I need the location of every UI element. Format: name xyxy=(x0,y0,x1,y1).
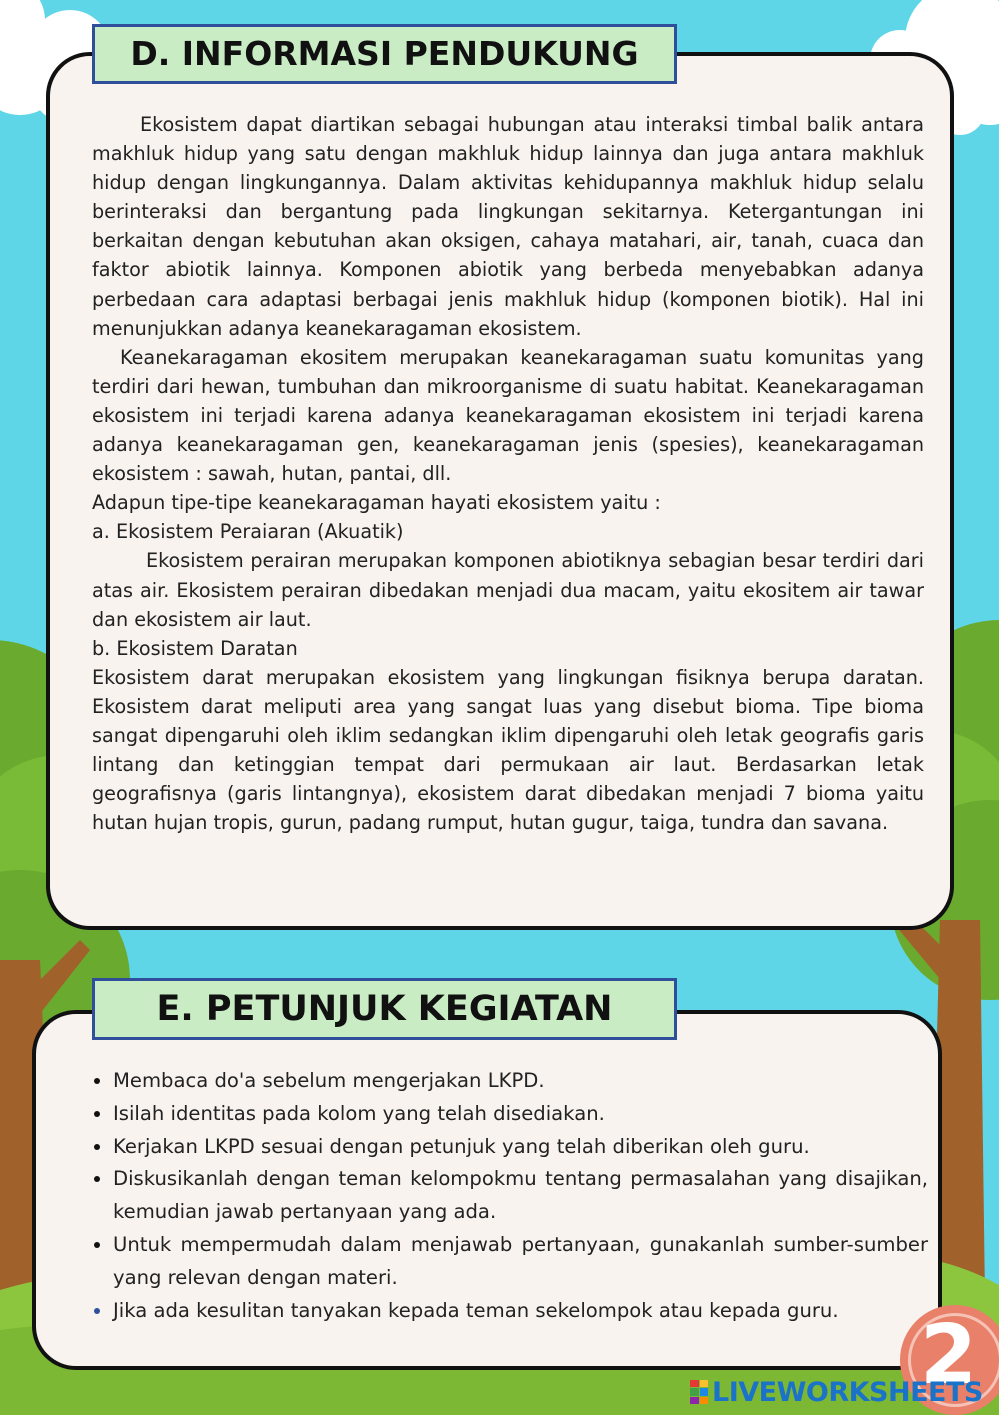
page-number: 2 xyxy=(920,1308,978,1403)
instructions-list xyxy=(90,1065,928,1327)
liveworksheets-logo-icon xyxy=(690,1380,708,1404)
list-item: • Jika ada kesulitan tanyakan kepada teman sekelompok atau kepada guru. xyxy=(113,1295,928,1328)
paragraph: Adapun tipe-tipe keanekaragaman hayati ekosistem yaitu : xyxy=(92,491,661,515)
list-item: • Membaca do'a sebelum mengerjakan LKPD. xyxy=(113,1065,928,1098)
section-e-title: E. PETUNJUK KEGIATAN xyxy=(92,978,677,1040)
paragraph: Ekosistem dapat diartikan sebagai hubungan atau interaksi timbal balik antara makhluk hidup yang satu dengan makhluk hidup lainnya dan juga antara makhluk hidup dengan lingkungannya. Dalam aktivitas kehidupannya makhluk hidup selalu berinteraksi dan bergantung pada lingkungan sekitarnya. Ketergantungan ini berkaitan dengan kebutuhan akan oksigen, cahaya matahari, air, tanah, cuaca dan faktor abiotik lainnya. Komponen abiotik yang berbeda menyebabkan adanya perbedaan cara adaptasi berbagai jenis makhluk hidup (komponen biotik). Hal ini menunjukkan adanya keanekaragaman ekosistem. xyxy=(92,113,924,340)
paragraph: Ekosistem perairan merupakan komponen abiotiknya sebagian besar terdiri dari atas air. Ekosistem perairan dibedakan menjadi dua macam, yaitu ekositem air tawar dan ekosistem air laut. xyxy=(92,549,924,631)
paragraph: Ekosistem darat merupakan ekosistem yang lingkungan fisiknya berupa daratan. Ekosistem darat meliputi area yang sangat luas yang disebut bioma. Tipe bioma sangat dipengaruhi oleh iklim sedangkan iklim dipengaruhi oleh letak geografis garis lintang dan ketinggian tempat dari permukaan air laut. Berdasarkan letak geografisnya (garis lintangnya), ekosistem darat dibedakan menjadi 7 bioma yaitu hutan hujan tropis, gurun, padang rumput, hutan gugur, taiga, tundra dan savana. xyxy=(92,665,924,835)
list-item: • Untuk mempermudah dalam menjawab pertanyaan, gunakanlah sumber-sumber yang relevan dengan materi. xyxy=(113,1229,928,1295)
paragraph: Keanekaragaman ekositem merupakan keanekaragaman suatu komunitas yang terdiri dari hewan, tumbuhan dan mikroorganisme di suatu habitat. Keanekaragaman ekosistem ini terjadi karena adanya keanekaragaman ekosistem ini terjadi karena adanya keanekaragaman gen, keanekaragaman jenis (spesies), keanekaragaman ekosistem : sawah, hutan, pantai, dll. xyxy=(92,345,924,486)
info-text xyxy=(92,110,924,837)
watermark-text: LIVEWORKSHEETS xyxy=(712,1376,983,1408)
subheading-terrestrial: b. Ekosistem Daratan xyxy=(92,636,298,660)
list-item: • Diskusikanlah dengan teman kelompokmu tentang permasalahan yang disajikan, kemudian jawab pertanyaan yang ada. xyxy=(113,1163,928,1229)
liveworksheets-watermark[interactable] xyxy=(690,1375,983,1409)
list-item: • Isilah identitas pada kolom yang telah disediakan. xyxy=(113,1098,928,1131)
list-item: • Kerjakan LKPD sesuai dengan petunjuk yang telah diberikan oleh guru. xyxy=(113,1131,928,1164)
section-d-title: D. INFORMASI PENDUKUNG xyxy=(92,24,677,84)
subheading-aquatic: a. Ekosistem Peraiaran (Akuatik) xyxy=(92,520,404,544)
